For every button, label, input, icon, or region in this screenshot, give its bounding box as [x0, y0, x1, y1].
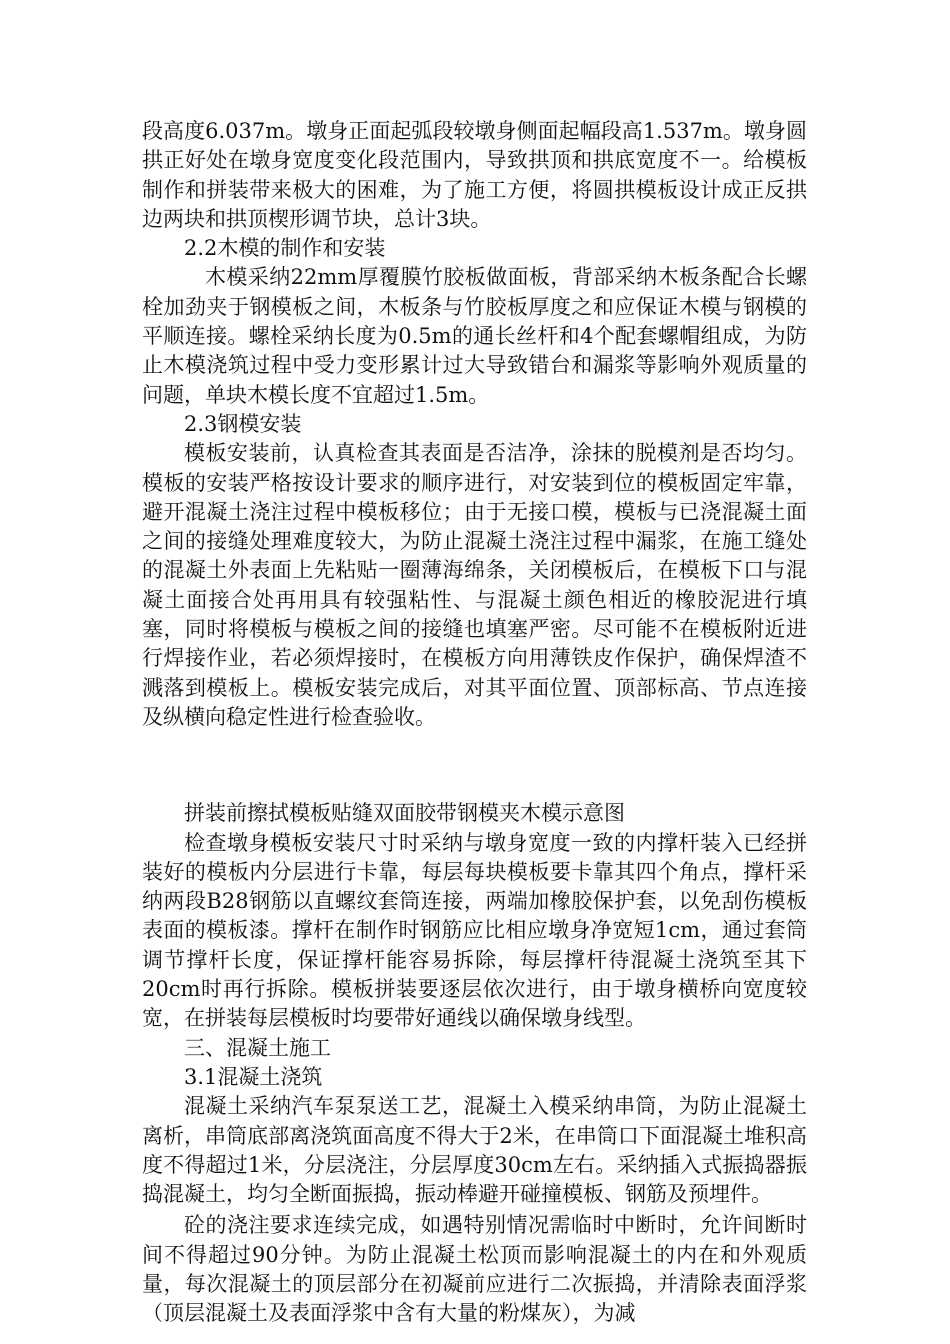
- figure-caption: 拼装前擦拭模板贴缝双面胶带钢模夹木模示意图: [184, 801, 625, 826]
- paragraph-concrete-pouring: 混凝土采纳汽车泵泵送工艺，混凝土入模采纳串筒，为防止混凝土离析，串筒底部离浇筑面高度不得大于2米，在串筒口下面混凝土堆积高度不得超过1米，分层浇注，分层厚度30cm左右。采纳插入式振捣器振捣混凝土，均匀全断面振捣，振动棒避开碰撞模板、钢筋及预埋件。: [142, 1094, 807, 1207]
- figure-space: [142, 732, 807, 799]
- paragraph-inspection: 检查墩身模板安装尺寸时采纳与墩身宽度一致的内撑杆装入已经拼装好的模板内分层进行卡靠，每层每块模板要卡靠其四个角点，撑杆采纳两段B28钢筋以直螺纹套筒连接，两端加橡胶保护套，以免刮伤模板表面的模板漆。撑杆在制作时钢筋应比相应墩身净宽短1cm，通过套筒调节撑杆长度，保证撑杆能容易拆除，每层撑杆待混凝土浇筑至其下20cm时再行拆除。模板拼装要逐层依次进行，由于墩身横桥向宽度较宽，在拼装每层模板时均要带好通线以确保墩身线型。: [142, 830, 807, 1031]
- section-heading-2-3: 2.3钢模安装: [184, 411, 302, 436]
- document-body: [142, 117, 807, 1329]
- paragraph-wood-formwork: 木模采纳22mm厚覆膜竹胶板做面板，背部采纳木板条配合长螺栓加劲夹于钢模板之间，木板条与竹胶板厚度之和应保证木模与钢模的平顺连接。螺栓采纳长度为0.5m的通长丝杆和4个配套螺帽组成，为防止木模浇筑过程中受力变形累计过大导致错台和漏浆等影响外观质量的问题，单块木模长度不宜超过1.5m。: [142, 265, 807, 407]
- paragraph-steel-formwork: 模板安装前，认真检查其表面是否洁净，涂抹的脱模剂是否均匀。模板的安装严格按设计要求的顺序进行，对安装到位的模板固定牢靠，避开混凝土浇注过程中模板移位；由于无接口模，模板与已浇混凝土面之间的接缝处理难度较大，为防止混凝土浇注过程中漏浆，在施工缝处的混凝土外表面上先粘贴一圈薄海绵条，关闭模板后，在模板下口与混凝土面接合处再用具有较强粘性、与混凝土颜色相近的橡胶泥进行填塞，同时将模板与模板之间的接缝也填塞严密。尽可能不在模板附近进行焊接作业，若必须焊接时，在模板方向用薄铁皮作保护，确保焊渣不溅落到模板上。模板安装完成后，对其平面位置、顶部标高、节点连接及纵横向稳定性进行检查验收。: [142, 441, 807, 729]
- paragraph-continuous-pouring: 砼的浇注要求连续完成，如遇特别情况需临时中断时，允许间断时间不得超过90分钟。为防止混凝土松顶而影响混凝土的内在和外观质量，每次混凝土的顶层部分在初凝前应进行二次振捣，并清除表面浮浆（顶层混凝土及表面浮浆中含有大量的粉煤灰），为减: [142, 1213, 807, 1326]
- paragraph-pier-arch: 段高度6.037m。墩身正面起弧段较墩身侧面起幅段高1.537m。墩身圆拱正好处在墩身宽度变化段范围内，导致拱顶和拱底宽度不一。给模板制作和拼装带来极大的困难，为了施工方便，将圆拱模板设计成正反拱边两块和拱顶楔形调节块，总计3块。: [142, 119, 807, 231]
- section-heading-2-2: 2.2木模的制作和安装: [184, 236, 386, 261]
- section-heading-3-1: 3.1混凝土浇筑: [184, 1064, 323, 1089]
- section-heading-3: 三、混凝土施工: [184, 1035, 331, 1060]
